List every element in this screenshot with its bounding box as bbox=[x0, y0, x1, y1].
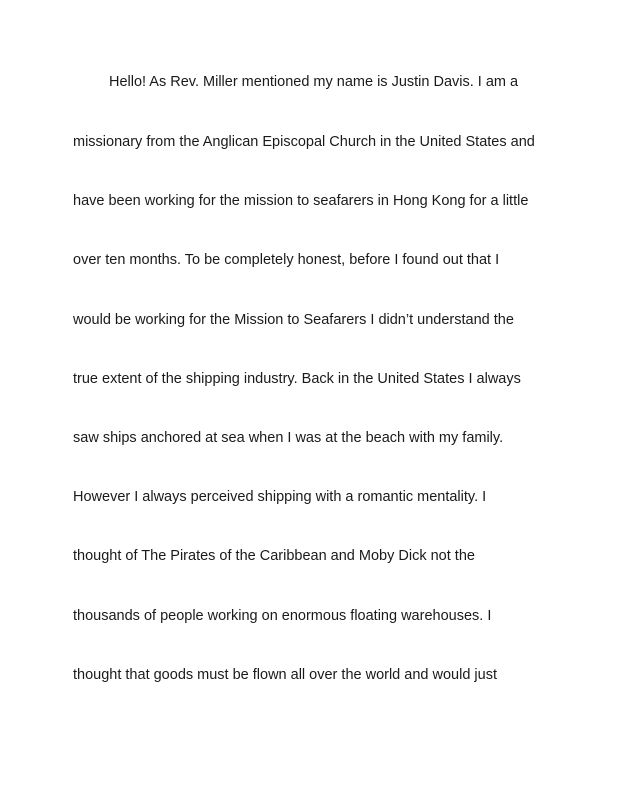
text-line: However I always perceived shipping with a romantic mentality. I bbox=[73, 489, 487, 505]
text-line: have been working for the mission to seafarers in Hong Kong for a little bbox=[73, 193, 529, 209]
text-line: saw ships anchored at sea when I was at the beach with my family. bbox=[73, 430, 504, 446]
text-line: thousands of people working on enormous floating warehouses. I bbox=[73, 608, 492, 624]
text-line: thought that goods must be flown all over the world and would just bbox=[73, 667, 497, 683]
text-line: Hello! As Rev. Miller mentioned my name is Justin Davis. I am a bbox=[109, 74, 519, 90]
text-line: missionary from the Anglican Episcopal Church in the United States and bbox=[73, 134, 535, 150]
text-line: over ten months. To be completely honest, before I found out that I bbox=[73, 252, 500, 268]
text-line: true extent of the shipping industry. Back in the United States I always bbox=[73, 371, 521, 387]
text-line: would be working for the Mission to Seafarers I didn’t understand the bbox=[73, 312, 514, 328]
text-line: thought of The Pirates of the Caribbean and Moby Dick not the bbox=[73, 548, 475, 564]
